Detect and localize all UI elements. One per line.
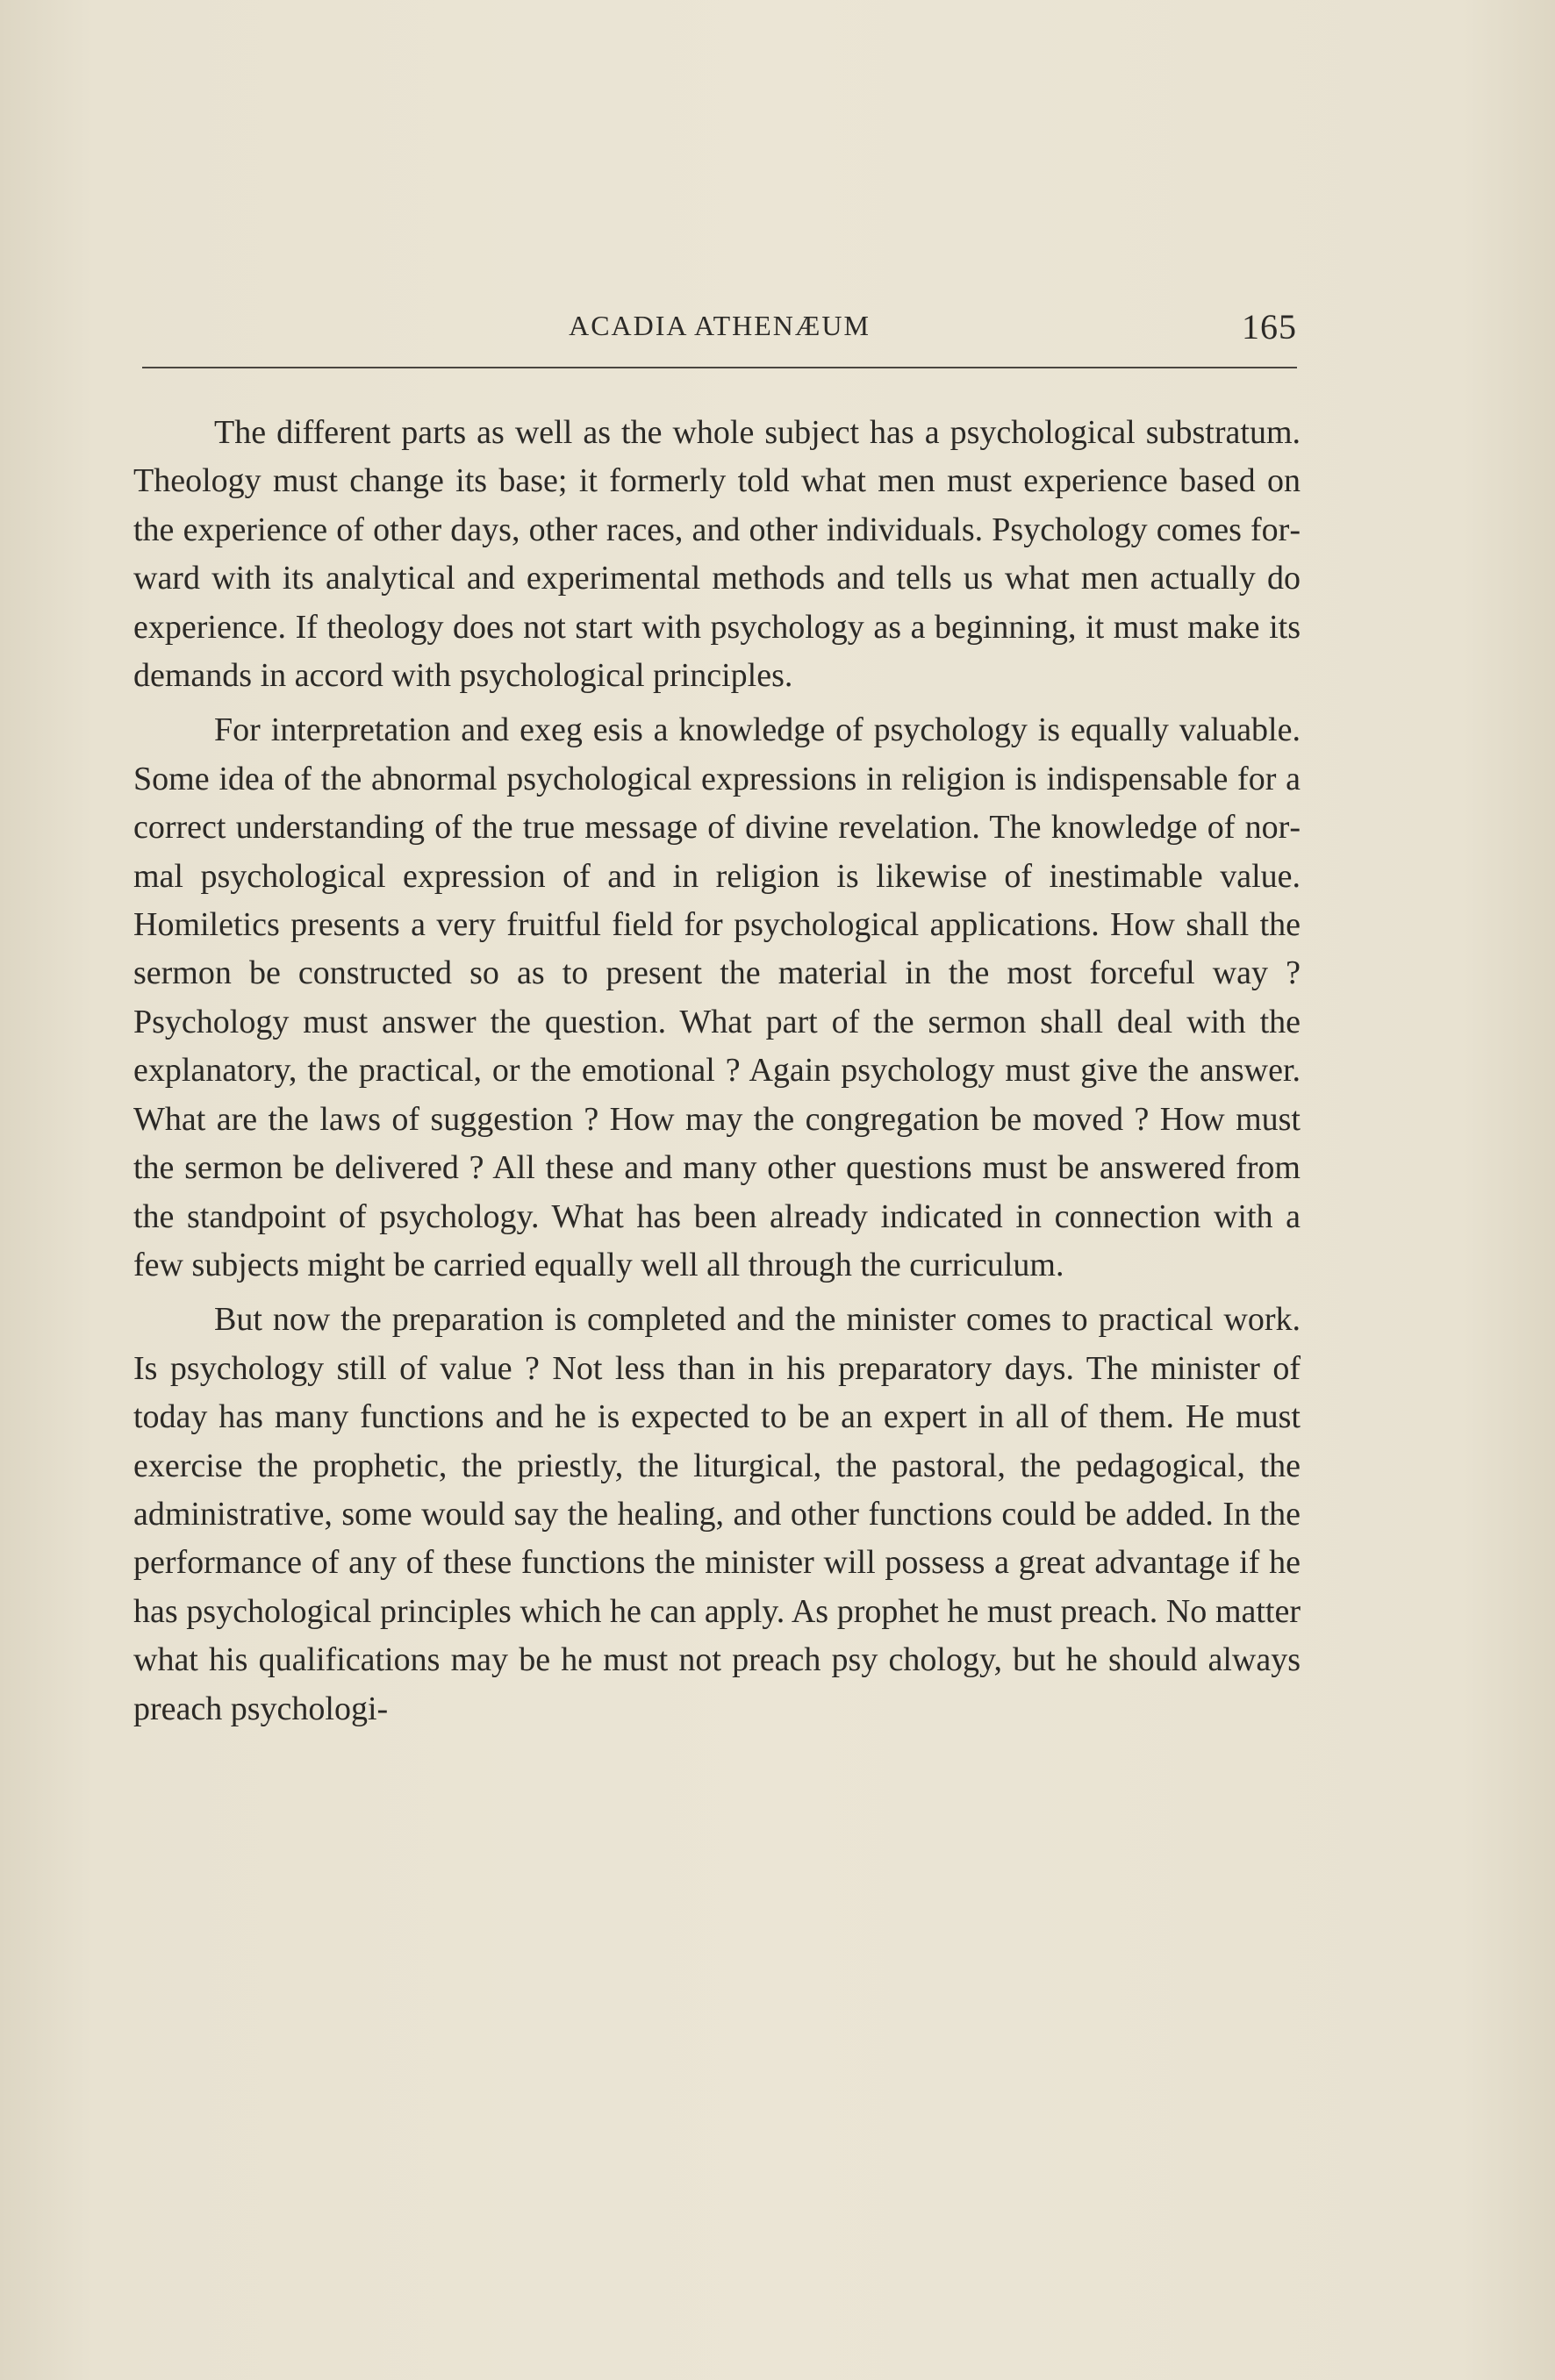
body-text (133, 409, 1301, 1740)
page-number: 165 (1242, 307, 1297, 347)
paragraph: For interpretation and exeg esis a knowledge of psychology is equally valuable. Some idea of the abnormal psychological expressions in religion is indispensable for a correct understanding of the true message of divine revelation. The knowledge of normal psychological expression of and in religion is likewise of inestimable value. Homiletics presents a very fruitful field for psychological applications. How shall the sermon be constructed so as to present the material in the most forceful way ? Psychology must answer the question. What part of the sermon shall deal with the explanatory, the practical, or the emotional ? Again psychology must give the answer. What are the laws of suggestion ? How may the congregation be moved ? How must the sermon be delivered ? All these and many other questions must be answered from the standpoint of psychology. What has been already indicated in connection with a few subjects might be carried equally well all through the curriculum. (133, 711, 1301, 1283)
page-header (142, 307, 1297, 362)
running-title: ACADIA ATHENÆUM (569, 310, 871, 341)
paragraph: But now the preparation is completed and the minister comes to practical work. Is psychology still of value ? Not less than in his preparatory days. The minister of today has many functions and he is expected to be an expert in all of them. He must exercise the prophetic, the priestly, the liturgical, the pastoral, the pedagogical, the administrative, some would say the healing, and other functions could be added. In the performance of any of these functions the minister will possess a great advantage if he has psychological principles which he can apply. As prophet he must preach. No matter what his qualifications may be he must not preach psy chology, but he should always preach psychologi- (133, 1301, 1301, 1727)
paragraph: The different parts as well as the whole subject has a psychological substratum. Theology must change its base; it formerly told what men must experience based on the experience of other days, other races, and other individuals. Psychology comes forward with its analytical and experimental methods and tells us what men actually do experience. If theology does not start with psychology as a beginning, it must make its demands in accord with psychological principles. (133, 414, 1301, 695)
header-rule (142, 367, 1297, 368)
